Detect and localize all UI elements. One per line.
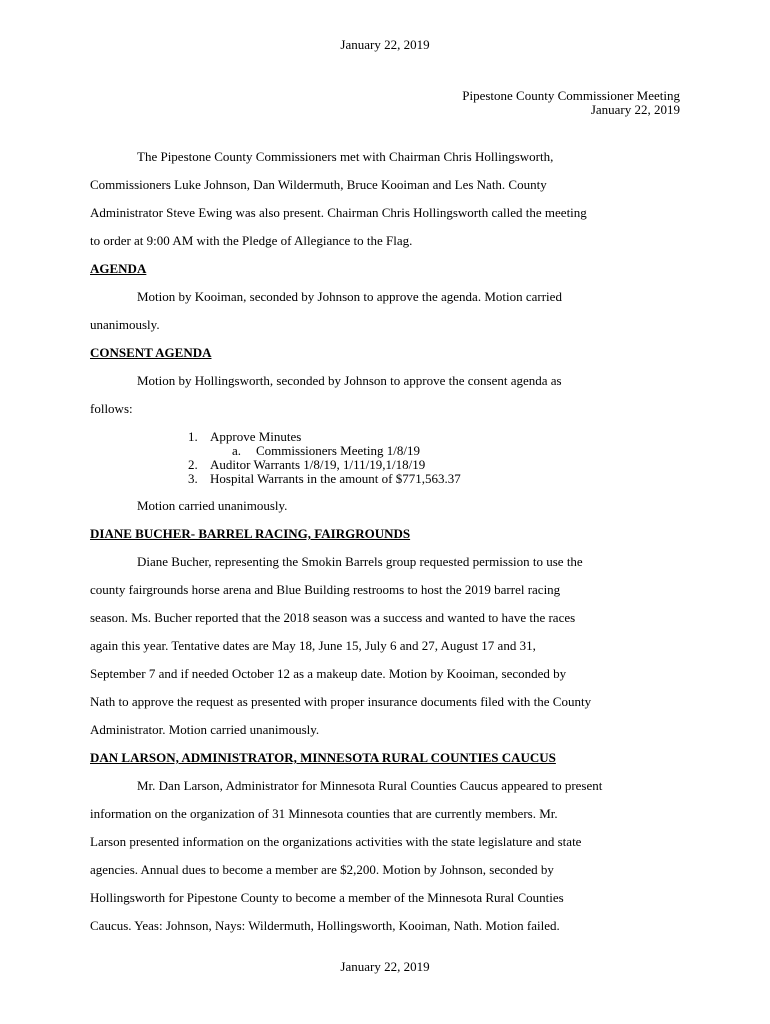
meeting-date: January 22, 2019 [590, 102, 680, 117]
list-item-text: Hospital Warrants in the amount of $771,563.37 [210, 471, 461, 486]
bucher-line: Nath to approve the request as presented with proper insurance documents filed with the County [90, 694, 592, 709]
intro-line: Commissioners Luke Johnson, Dan Wildermuth, Bruce Kooiman and Les Nath. County [90, 177, 547, 192]
bucher-line: Diane Bucher, representing the Smokin Barrels group requested permission to use the [137, 554, 583, 569]
bucher-line: season. Ms. Bucher reported that the 2018 season was a success and wanted to have the races [90, 610, 576, 625]
bucher-line: county fairgrounds horse arena and Blue Building restrooms to host the 2019 barrel racing [90, 582, 561, 597]
bucher-line: Administrator. Motion carried unanimously. [90, 722, 320, 737]
page-footer-date: January 22, 2019 [340, 959, 430, 974]
intro-paragraph [90, 143, 680, 255]
bucher-heading: DIANE BUCHER- BARREL RACING, FAIRGROUNDS [90, 526, 411, 541]
list-subitem [90, 444, 680, 458]
list-item-number: 1. [188, 429, 198, 444]
list-item-text: Auditor Warrants 1/8/19, 1/11/19,1/18/19 [210, 457, 426, 472]
larson-line: agencies. Annual dues to become a member are $2,200. Motion by Johnson, seconded by [90, 862, 554, 877]
intro-line: The Pipestone County Commissioners met with Chairman Chris Hollingsworth, [137, 149, 554, 164]
meeting-title: Pipestone County Commissioner Meeting [462, 88, 680, 103]
list-subitem-text: Commissioners Meeting 1/8/19 [256, 443, 420, 458]
list-item [90, 458, 680, 472]
list-item-number: 2. [188, 457, 198, 472]
consent-line: Motion by Hollingsworth, seconded by Johnson to approve the consent agenda as [137, 373, 562, 388]
page-header-date: January 22, 2019 [340, 37, 430, 52]
consent-agenda-heading: CONSENT AGENDA [90, 345, 212, 360]
larson-line: Hollingsworth for Pipestone County to become a member of the Minnesota Rural Counties [90, 890, 564, 905]
minutes-body [90, 143, 680, 940]
larson-heading: DAN LARSON, ADMINISTRATOR, MINNESOTA RURAL COUNTIES CAUCUS [90, 750, 556, 765]
larson-line: Caucus. Yeas: Johnson, Nays: Wildermuth, Hollingsworth, Kooiman, Nath. Motion failed. [90, 918, 560, 933]
agenda-paragraph [90, 283, 680, 339]
consent-paragraph [90, 367, 680, 423]
list-subitem-letter: a. [232, 443, 242, 458]
bucher-line: again this year. Tentative dates are May 18, June 15, July 6 and 27, August 17 and 31, [90, 638, 536, 653]
list-item [90, 430, 680, 444]
agenda-line: Motion by Kooiman, seconded by Johnson to approve the agenda. Motion carried [137, 289, 562, 304]
larson-paragraph [90, 772, 680, 940]
bucher-line: September 7 and if needed October 12 as a makeup date. Motion by Kooiman, seconded by [90, 666, 567, 681]
list-item-text: Approve Minutes [210, 429, 302, 444]
larson-line: information on the organization of 31 Minnesota counties that are currently members. Mr. [90, 806, 558, 821]
list-item-number: 3. [188, 471, 198, 486]
larson-line: Mr. Dan Larson, Administrator for Minnesota Rural Counties Caucus appeared to present [137, 778, 603, 793]
consent-closing: Motion carried unanimously. [137, 498, 288, 513]
agenda-line: unanimously. [90, 317, 160, 332]
meeting-title-block [462, 89, 680, 117]
consent-line: follows: [90, 401, 133, 416]
larson-line: Larson presented information on the organizations activities with the state legislature and state [90, 834, 582, 849]
bucher-paragraph [90, 548, 680, 744]
intro-line: Administrator Steve Ewing was also present. Chairman Chris Hollingsworth called the meeting [90, 205, 587, 220]
intro-line: to order at 9:00 AM with the Pledge of Allegiance to the Flag. [90, 233, 413, 248]
consent-list [90, 430, 680, 486]
agenda-heading: AGENDA [90, 261, 147, 276]
list-item [90, 472, 680, 486]
